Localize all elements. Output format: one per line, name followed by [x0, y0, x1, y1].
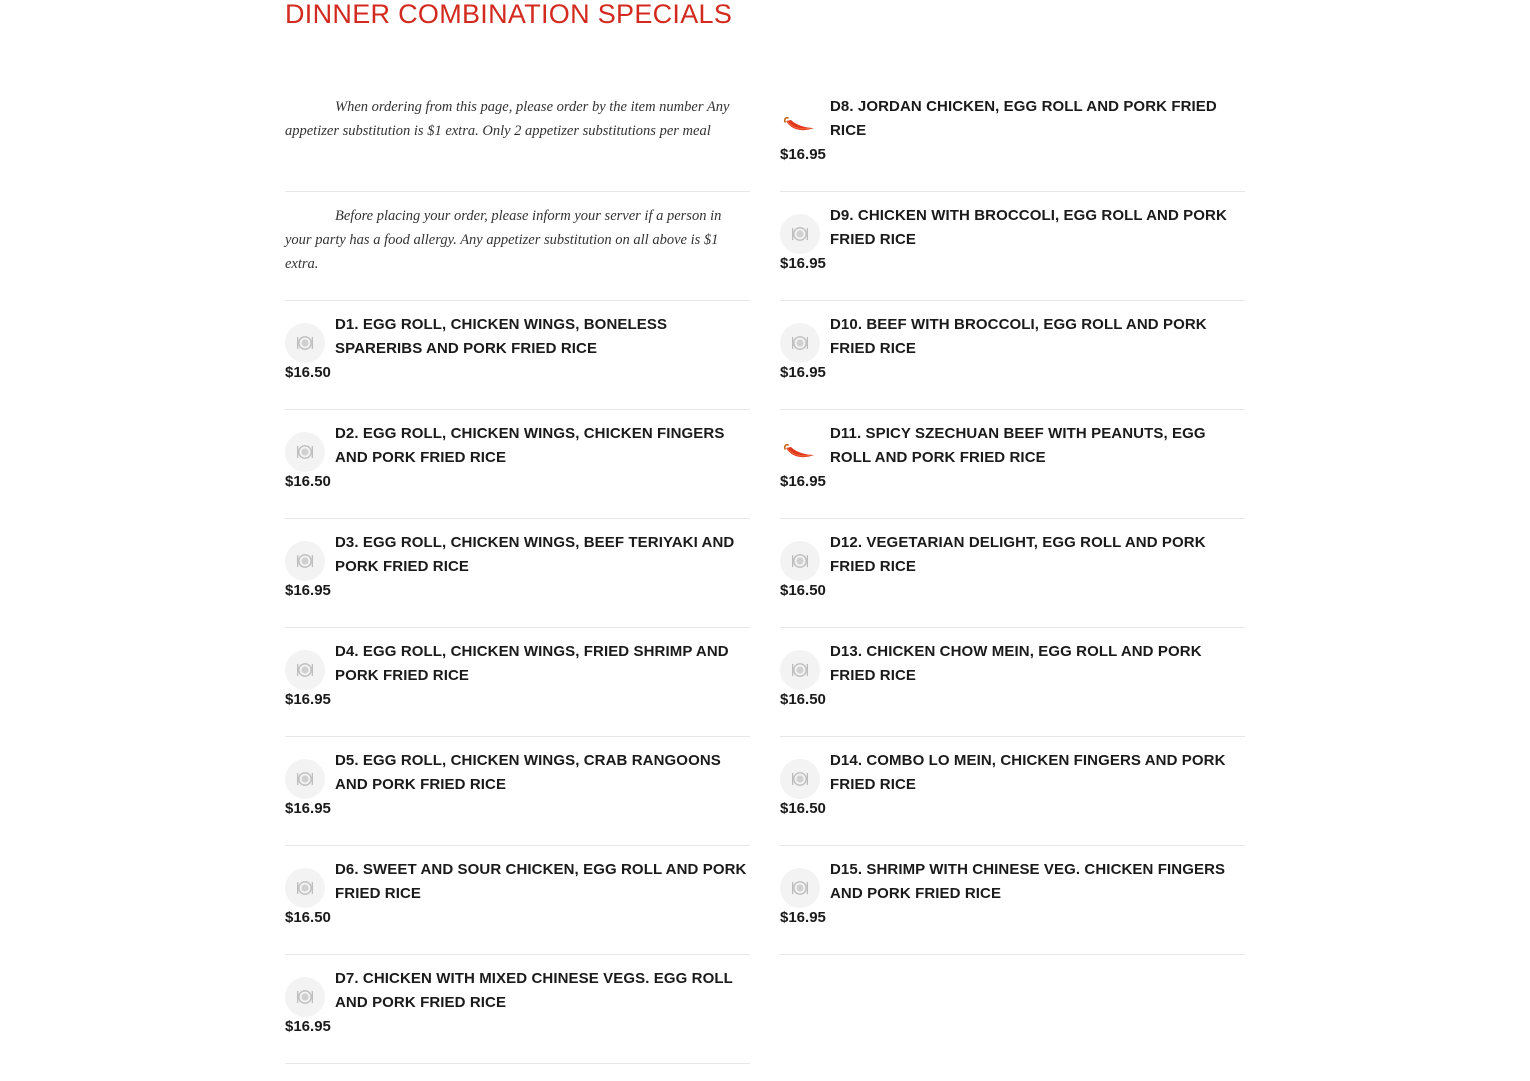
plate-icon: [285, 323, 325, 363]
menu-item-price: $16.50: [780, 582, 826, 599]
menu-item-price: $16.50: [285, 364, 331, 381]
menu-item[interactable]: [285, 302, 750, 410]
menu-item-content: [780, 422, 1245, 494]
menu-item[interactable]: [285, 629, 750, 737]
menu-item-price: $16.95: [285, 691, 331, 708]
menu-item-name: D2. EGG ROLL, CHICKEN WINGS, CHICKEN FINGERS AND PORK FRIED RICE: [335, 425, 725, 466]
menu-item-name: D4. EGG ROLL, CHICKEN WINGS, FRIED SHRIMP AND PORK FRIED RICE: [335, 643, 729, 684]
plate-icon: [285, 650, 325, 690]
menu-note-text: When ordering from this page, please order by the item number Any appetizer substitution is $1 extra. Only 2 appetizer substitutions per meal: [285, 99, 730, 139]
menu-item-name: D14. COMBO LO MEIN, CHICKEN FINGERS AND PORK FRIED RICE: [830, 752, 1226, 793]
menu-item-content: [285, 858, 750, 930]
chili-pepper-icon: [780, 432, 820, 472]
menu-item-content: [780, 640, 1245, 712]
menu-item-name: D3. EGG ROLL, CHICKEN WINGS, BEEF TERIYAKI AND PORK FRIED RICE: [335, 534, 735, 575]
menu-item[interactable]: [780, 520, 1245, 628]
menu-item[interactable]: [780, 84, 1245, 192]
menu-item-name: D5. EGG ROLL, CHICKEN WINGS, CRAB RANGOONS AND PORK FRIED RICE: [335, 752, 721, 793]
menu-item-content: [285, 749, 750, 821]
menu-item-price: $16.95: [780, 364, 826, 381]
menu-item[interactable]: [780, 738, 1245, 846]
plate-icon: [780, 759, 820, 799]
plate-icon: [780, 868, 820, 908]
menu-item-price: $16.50: [780, 800, 826, 817]
menu-item-name: D9. CHICKEN WITH BROCCOLI, EGG ROLL AND PORK FRIED RICE: [830, 207, 1227, 248]
menu-column-right: [780, 84, 1245, 1065]
menu-item-name: D10. BEEF WITH BROCCOLI, EGG ROLL AND PORK FRIED RICE: [830, 316, 1207, 357]
plate-icon: [285, 759, 325, 799]
menu-item-name: D7. CHICKEN WITH MIXED CHINESE VEGS. EGG ROLL AND PORK FRIED RICE: [335, 970, 733, 1011]
plate-icon: [780, 214, 820, 254]
menu-item-content: [285, 422, 750, 494]
menu-item-price: $16.95: [780, 909, 826, 926]
menu-item-price: $16.95: [780, 473, 826, 490]
menu-item-content: [285, 95, 750, 143]
menu-item-name: D15. SHRIMP WITH CHINESE VEG. CHICKEN FINGERS AND PORK FRIED RICE: [830, 861, 1226, 902]
menu-item-content: [780, 749, 1245, 821]
menu-note: [285, 84, 750, 192]
menu-item-content: [780, 313, 1245, 385]
menu-item-content: [780, 531, 1245, 603]
menu-item-name: D6. SWEET AND SOUR CHICKEN, EGG ROLL AND PORK FRIED RICE: [335, 861, 747, 902]
menu-item-price: $16.95: [285, 582, 331, 599]
menu-item-content: [285, 531, 750, 603]
plate-icon: [285, 432, 325, 472]
menu-item[interactable]: [285, 738, 750, 846]
menu-item[interactable]: [780, 411, 1245, 519]
menu-item[interactable]: [780, 193, 1245, 301]
menu-item-content: [780, 204, 1245, 276]
section-title: DINNER COMBINATION SPECIALS: [285, 0, 733, 29]
menu-item-name: D13. CHICKEN CHOW MEIN, EGG ROLL AND PORK FRIED RICE: [830, 643, 1202, 684]
menu-columns: [285, 84, 1245, 1065]
menu-column-left: [285, 84, 750, 1065]
plate-icon: [285, 977, 325, 1017]
chili-pepper-icon: [780, 105, 820, 145]
plate-icon: [780, 541, 820, 581]
menu-item[interactable]: [285, 956, 750, 1064]
menu-item[interactable]: [780, 302, 1245, 410]
menu-item-price: $16.95: [285, 800, 331, 817]
menu-item[interactable]: [780, 847, 1245, 955]
menu-item-name: D8. JORDAN CHICKEN, EGG ROLL AND PORK FRIED RICE: [830, 98, 1217, 139]
menu-item[interactable]: [285, 847, 750, 955]
menu-item-content: [285, 967, 750, 1039]
menu-item-content: [285, 204, 750, 276]
menu-item-content: [285, 640, 750, 712]
plate-icon: [285, 541, 325, 581]
menu-item-price: $16.50: [780, 691, 826, 708]
menu-item-content: [780, 858, 1245, 930]
plate-icon: [780, 650, 820, 690]
menu-item-price: $16.95: [780, 255, 826, 272]
menu-note-text: Before placing your order, please inform your server if a person in your party has a food allergy. Any appetizer substitution on all above is $1 extra.: [285, 208, 722, 272]
menu-note: [285, 193, 750, 301]
plate-icon: [285, 868, 325, 908]
plate-icon: [780, 323, 820, 363]
menu-item-content: [780, 95, 1245, 167]
menu-item[interactable]: [285, 411, 750, 519]
menu-item-price: $16.95: [285, 1018, 331, 1035]
menu-item[interactable]: [780, 629, 1245, 737]
menu-item[interactable]: [285, 520, 750, 628]
menu-item-name: D1. EGG ROLL, CHICKEN WINGS, BONELESS SPARERIBS AND PORK FRIED RICE: [335, 316, 668, 357]
menu-item-price: $16.95: [780, 146, 826, 163]
menu-item-name: D12. VEGETARIAN DELIGHT, EGG ROLL AND PORK FRIED RICE: [830, 534, 1206, 575]
menu-item-content: [285, 313, 750, 385]
menu-item-price: $16.50: [285, 473, 331, 490]
menu-item-name: D11. SPICY SZECHUAN BEEF WITH PEANUTS, EGG ROLL AND PORK FRIED RICE: [830, 425, 1206, 466]
menu-item-price: $16.50: [285, 909, 331, 926]
